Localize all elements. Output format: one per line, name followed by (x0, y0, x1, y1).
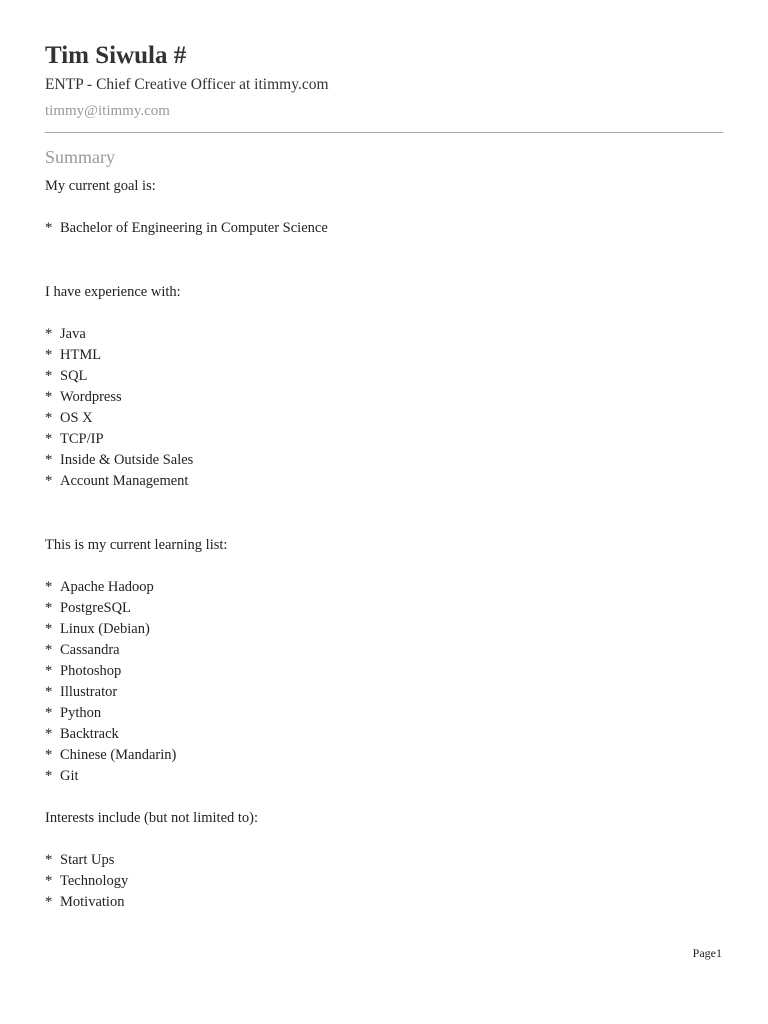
learning-intro: This is my current learning list: (45, 537, 228, 553)
experience-item: Inside & Outside Sales (60, 452, 194, 468)
learning-item: Linux (Debian) (60, 621, 150, 637)
list-item (45, 682, 117, 703)
list-item (45, 218, 328, 239)
learning-item: PostgreSQL (60, 600, 131, 616)
bullet-marker: * (45, 747, 53, 763)
list-item (45, 471, 188, 492)
bullet-marker: * (45, 579, 53, 595)
profile-name: Tim Siwula # (45, 42, 187, 69)
interest-item: Start Ups (60, 852, 115, 868)
list-item (45, 387, 122, 408)
learning-item: Apache Hadoop (60, 579, 154, 595)
interest-item: Technology (60, 873, 129, 889)
bullet-marker: * (45, 389, 53, 405)
learning-item: Python (60, 705, 102, 721)
learning-item: Chinese (Mandarin) (60, 747, 177, 763)
list-item (45, 745, 176, 766)
profile-email: timmy@itimmy.com (45, 103, 170, 119)
interests-intro: Interests include (but not limited to): (45, 810, 259, 826)
learning-item: Backtrack (60, 726, 119, 742)
bullet-marker: * (45, 368, 53, 384)
bullet-marker: * (45, 852, 53, 868)
experience-item: HTML (60, 347, 102, 363)
bullet-marker: * (45, 452, 53, 468)
experience-item: OS X (60, 410, 93, 426)
learning-item: Cassandra (60, 642, 120, 658)
summary-title: Summary (45, 147, 115, 167)
profile-headline: ENTP - Chief Creative Officer at itimmy.com (45, 76, 329, 93)
bullet-marker: * (45, 642, 53, 658)
list-item (45, 429, 104, 450)
list-item (45, 577, 154, 598)
bullet-marker: * (45, 326, 53, 342)
list-item (45, 366, 87, 387)
bullet-marker: * (45, 684, 53, 700)
list-item (45, 324, 86, 345)
learning-item: Illustrator (60, 684, 118, 700)
header-divider (45, 132, 723, 133)
experience-item: Java (60, 326, 86, 342)
learning-item: Photoshop (60, 663, 122, 679)
bullet-marker: * (45, 600, 53, 616)
list-item (45, 766, 79, 787)
experience-item: TCP/IP (60, 431, 104, 447)
experience-intro: I have experience with: (45, 284, 181, 300)
goal-intro: My current goal is: (45, 178, 156, 194)
bullet-marker: * (45, 410, 53, 426)
interest-item: Motivation (60, 894, 125, 910)
bullet-marker: * (45, 705, 53, 721)
bullet-marker: * (45, 894, 53, 910)
bullet-marker: * (45, 663, 53, 679)
list-item (45, 703, 101, 724)
bullet-marker: * (45, 473, 53, 489)
experience-item: Account Management (60, 473, 189, 489)
bullet-marker: * (45, 347, 53, 363)
learning-item: Git (60, 768, 79, 784)
bullet-marker: * (45, 220, 53, 236)
bullet-marker: * (45, 621, 53, 637)
list-item (45, 619, 150, 640)
list-item (45, 598, 131, 619)
list-item (45, 408, 93, 429)
bullet-marker: * (45, 873, 53, 889)
bullet-marker: * (45, 726, 53, 742)
list-item (45, 892, 124, 913)
list-item (45, 850, 114, 871)
experience-item: Wordpress (60, 389, 122, 405)
list-item (45, 871, 128, 892)
list-item (45, 450, 193, 471)
list-item (45, 640, 120, 661)
list-item (45, 724, 119, 745)
list-item (45, 345, 101, 366)
page-number: Page1 (692, 946, 722, 960)
bullet-marker: * (45, 431, 53, 447)
list-item (45, 661, 121, 682)
goal-item: Bachelor of Engineering in Computer Science (60, 220, 328, 236)
bullet-marker: * (45, 768, 53, 784)
experience-item: SQL (60, 368, 88, 384)
